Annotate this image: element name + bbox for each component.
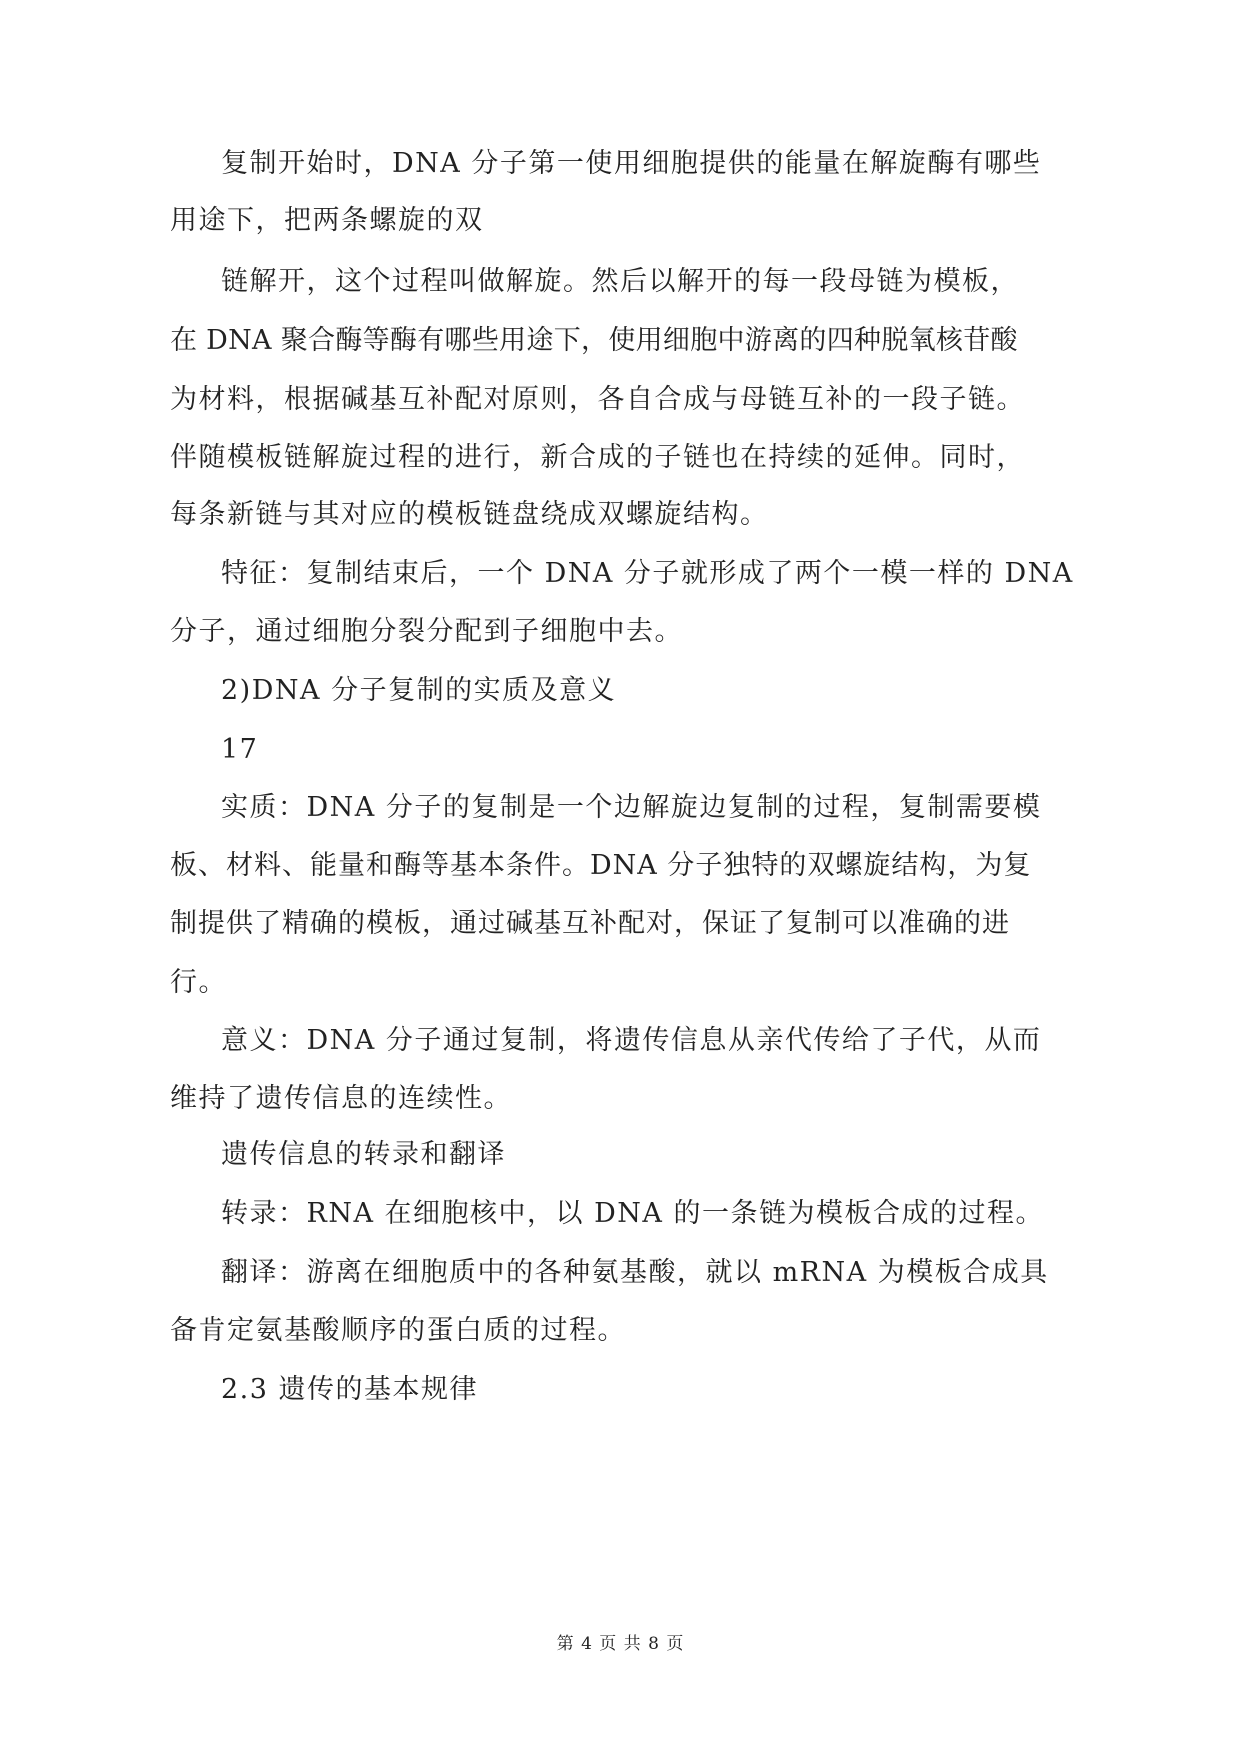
body-line: 为材料，根据碱基互补配对原则，各自合成与母链互补的一段子链。: [170, 384, 1025, 415]
body-line: 行。: [170, 967, 227, 998]
section-heading: 2.3 遗传的基本规律: [221, 1374, 479, 1405]
body-line: 伴随模板链解旋过程的进行，新合成的子链也在持续的延伸。同时，: [170, 442, 1025, 473]
body-line: 17: [221, 734, 259, 765]
body-line: 板、材料、能量和酶等基本条件。DNA 分子独特的双螺旋结构，为复: [170, 850, 1032, 881]
body-line: 分子，通过细胞分裂分配到子细胞中去。: [170, 616, 683, 647]
body-line: 在 DNA 聚合酶等酶有哪些用途下，使用细胞中游离的四种脱氧核苷酸: [170, 325, 1018, 356]
body-line: 复制开始时，DNA 分子第一使用细胞提供的能量在解旋酶有哪些: [221, 148, 1042, 179]
section-heading: 遗传信息的转录和翻译: [221, 1139, 506, 1170]
body-line: 实质：DNA 分子的复制是一个边解旋边复制的过程，复制需要模: [221, 792, 1042, 823]
body-line: 意义：DNA 分子通过复制，将遗传信息从亲代传给了子代，从而: [221, 1025, 1042, 1056]
body-line: 转录：RNA 在细胞核中，以 DNA 的一条链为模板合成的过程。: [221, 1198, 1044, 1229]
body-line: 每条新链与其对应的模板链盘绕成双螺旋结构。: [170, 499, 769, 530]
body-line: 制提供了精确的模板，通过碱基互补配对，保证了复制可以准确的进: [170, 908, 1010, 939]
body-line: 备肯定氨基酸顺序的蛋白质的过程。: [170, 1315, 626, 1346]
body-line: 链解开，这个过程叫做解旋。然后以解开的每一段母链为模板，: [221, 266, 1019, 297]
page-number-footer: 第 4 页 共 8 页: [556, 1634, 685, 1654]
body-line: 特征：复制结束后，一个 DNA 分子就形成了两个一模一样的 DNA: [221, 558, 1074, 589]
body-line: 翻译：游离在细胞质中的各种氨基酸，就以 mRNA 为模板合成具: [221, 1257, 1049, 1288]
body-line: 维持了遗传信息的连续性。: [170, 1083, 512, 1114]
body-line: 用途下，把两条螺旋的双: [170, 205, 484, 236]
section-heading: 2)DNA 分子复制的实质及意义: [221, 675, 617, 706]
